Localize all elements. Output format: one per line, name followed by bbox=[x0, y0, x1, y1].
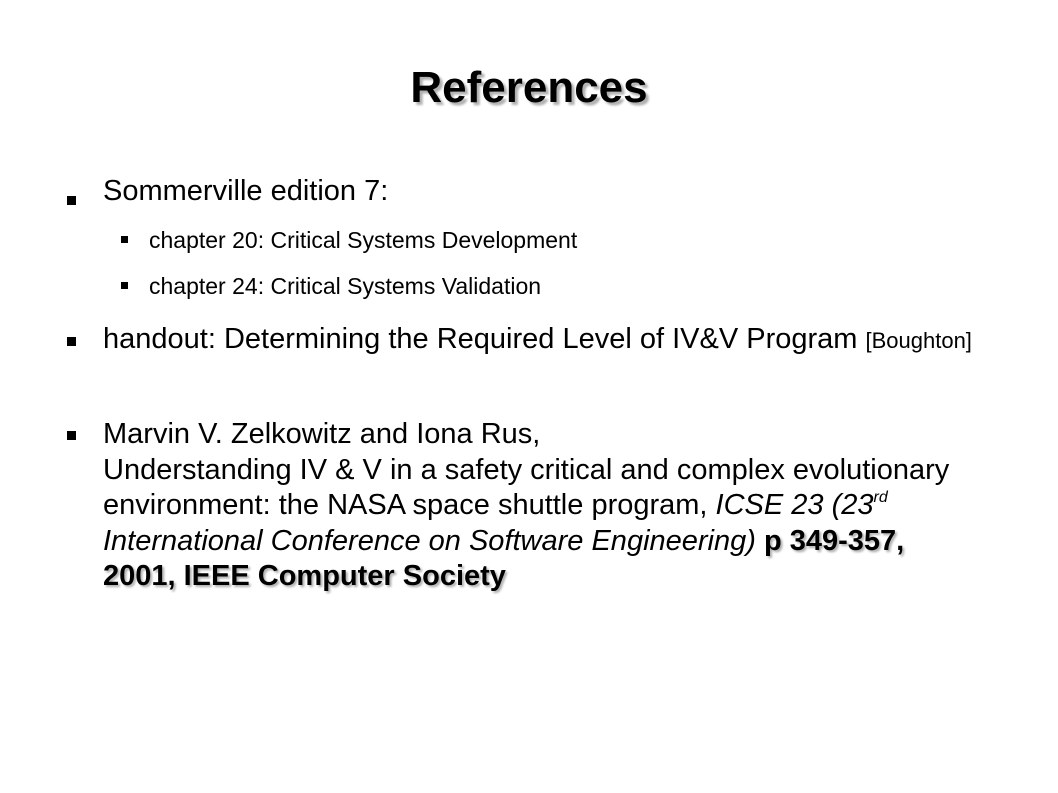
reference-item-handout bbox=[103, 322, 983, 358]
sub-reference-item: chapter 20: Critical Systems Development bbox=[149, 227, 578, 253]
sub-reference-item: chapter 24: Critical Systems Validation bbox=[149, 273, 542, 299]
bullet-icon bbox=[67, 337, 76, 346]
reference-venue: ICSE 23 (23rd International Conference on Software Engineering) bbox=[103, 489, 888, 557]
reference-note: [Boughton] bbox=[865, 328, 972, 353]
sub-bullet-icon bbox=[121, 236, 128, 243]
bullet-icon bbox=[67, 196, 76, 205]
sub-bullet-icon bbox=[121, 282, 128, 289]
reference-item-sommerville bbox=[103, 174, 983, 209]
reference-publication: p 349-357, 2001, IEEE Computer Society bbox=[103, 524, 905, 592]
bullet-icon bbox=[67, 431, 76, 440]
reference-authors: Marvin V. Zelkowitz and Iona Rus, bbox=[103, 418, 541, 450]
reference-text: handout: Determining the Required Level of IV&V Program bbox=[103, 323, 858, 355]
reference-item-zelkowitz bbox=[103, 417, 983, 595]
slide-title: References bbox=[410, 63, 648, 112]
reference-text: Sommerville edition 7: bbox=[103, 175, 389, 207]
reference-paper-title: Understanding IV & V in a safety critical and complex evolutionary environment: the NASA space shuttle program, bbox=[103, 453, 950, 521]
